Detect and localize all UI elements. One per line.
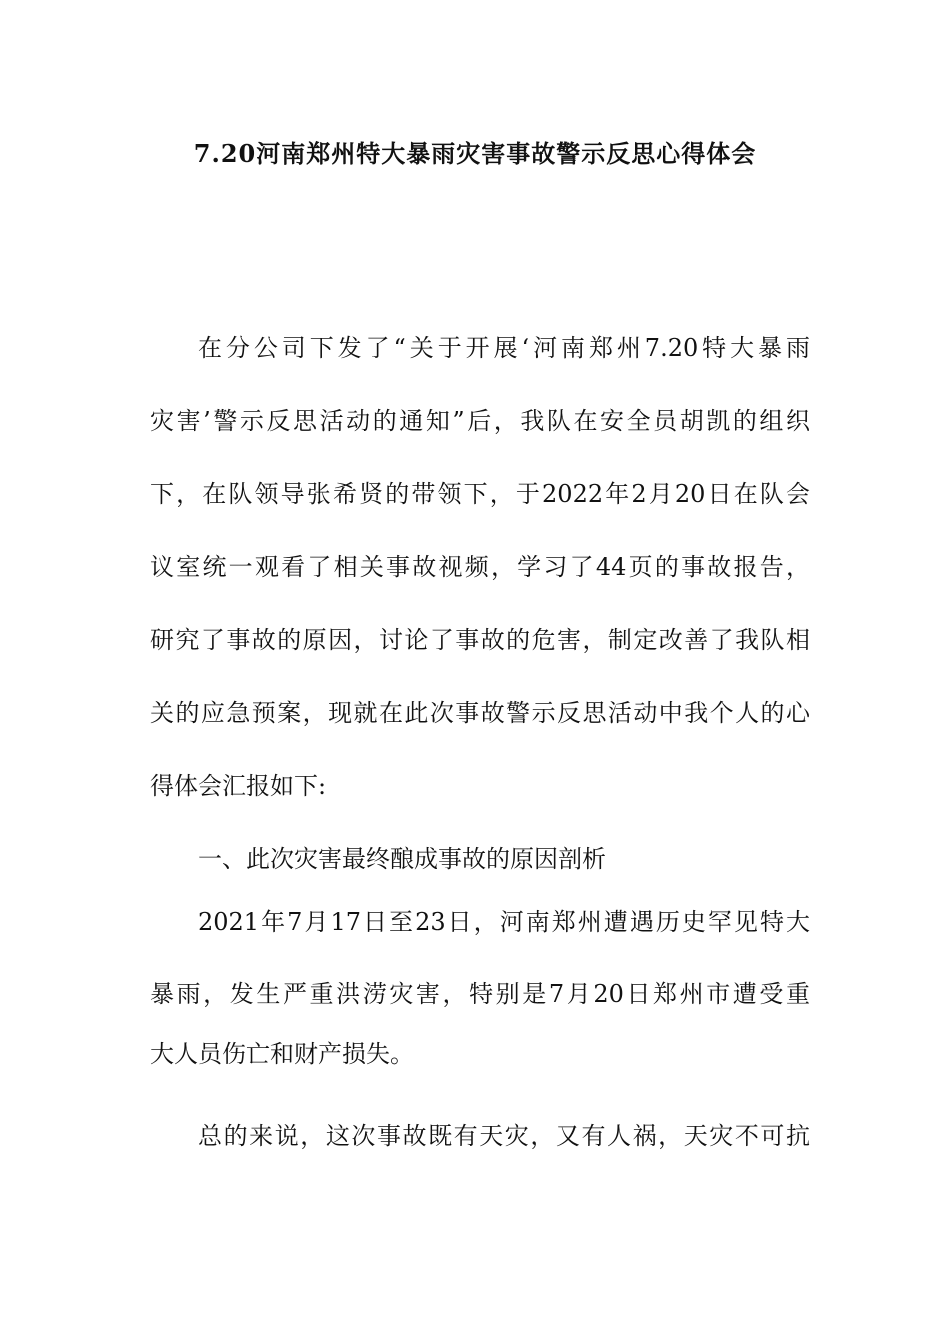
paragraph-line: 总的来说，这次事故既有天灾，又有人祸，天灾不可抗 [198,1122,810,1150]
paragraph-line: 灾害’警示反思活动的通知”后，我队在安全员胡凯的组织 [150,407,810,435]
paragraph-line: 关的应急预案，现就在此次事故警示反思活动中我个人的心 [150,699,810,727]
paragraph-line: 2021年7月17日至23日，河南郑州遭遇历史罕见特大 [198,908,810,936]
paragraph-line: 下，在队领导张希贤的带领下，于2022年2月20日在队会 [150,480,810,508]
section-heading: 一、此次灾害最终酿成事故的原因剖析 [198,845,606,873]
paragraph-line: 大人员伤亡和财产损失。 [150,1040,414,1068]
paragraph-line: 议室统一观看了相关事故视频，学习了44页的事故报告， [150,553,810,581]
paragraph-line: 研究了事故的原因，讨论了事故的危害，制定改善了我队相 [150,626,810,654]
paragraph-line: 暴雨，发生严重洪涝灾害，特别是7月20日郑州市遭受重 [150,980,810,1008]
paragraph-line: 得体会汇报如下: [150,772,327,800]
document-title: 7.20河南郑州特大暴雨灾害事故警示反思心得体会 [193,139,757,168]
paragraph-line: 在分公司下发了“关于开展‘河南郑州7.20特大暴雨 [198,334,810,362]
